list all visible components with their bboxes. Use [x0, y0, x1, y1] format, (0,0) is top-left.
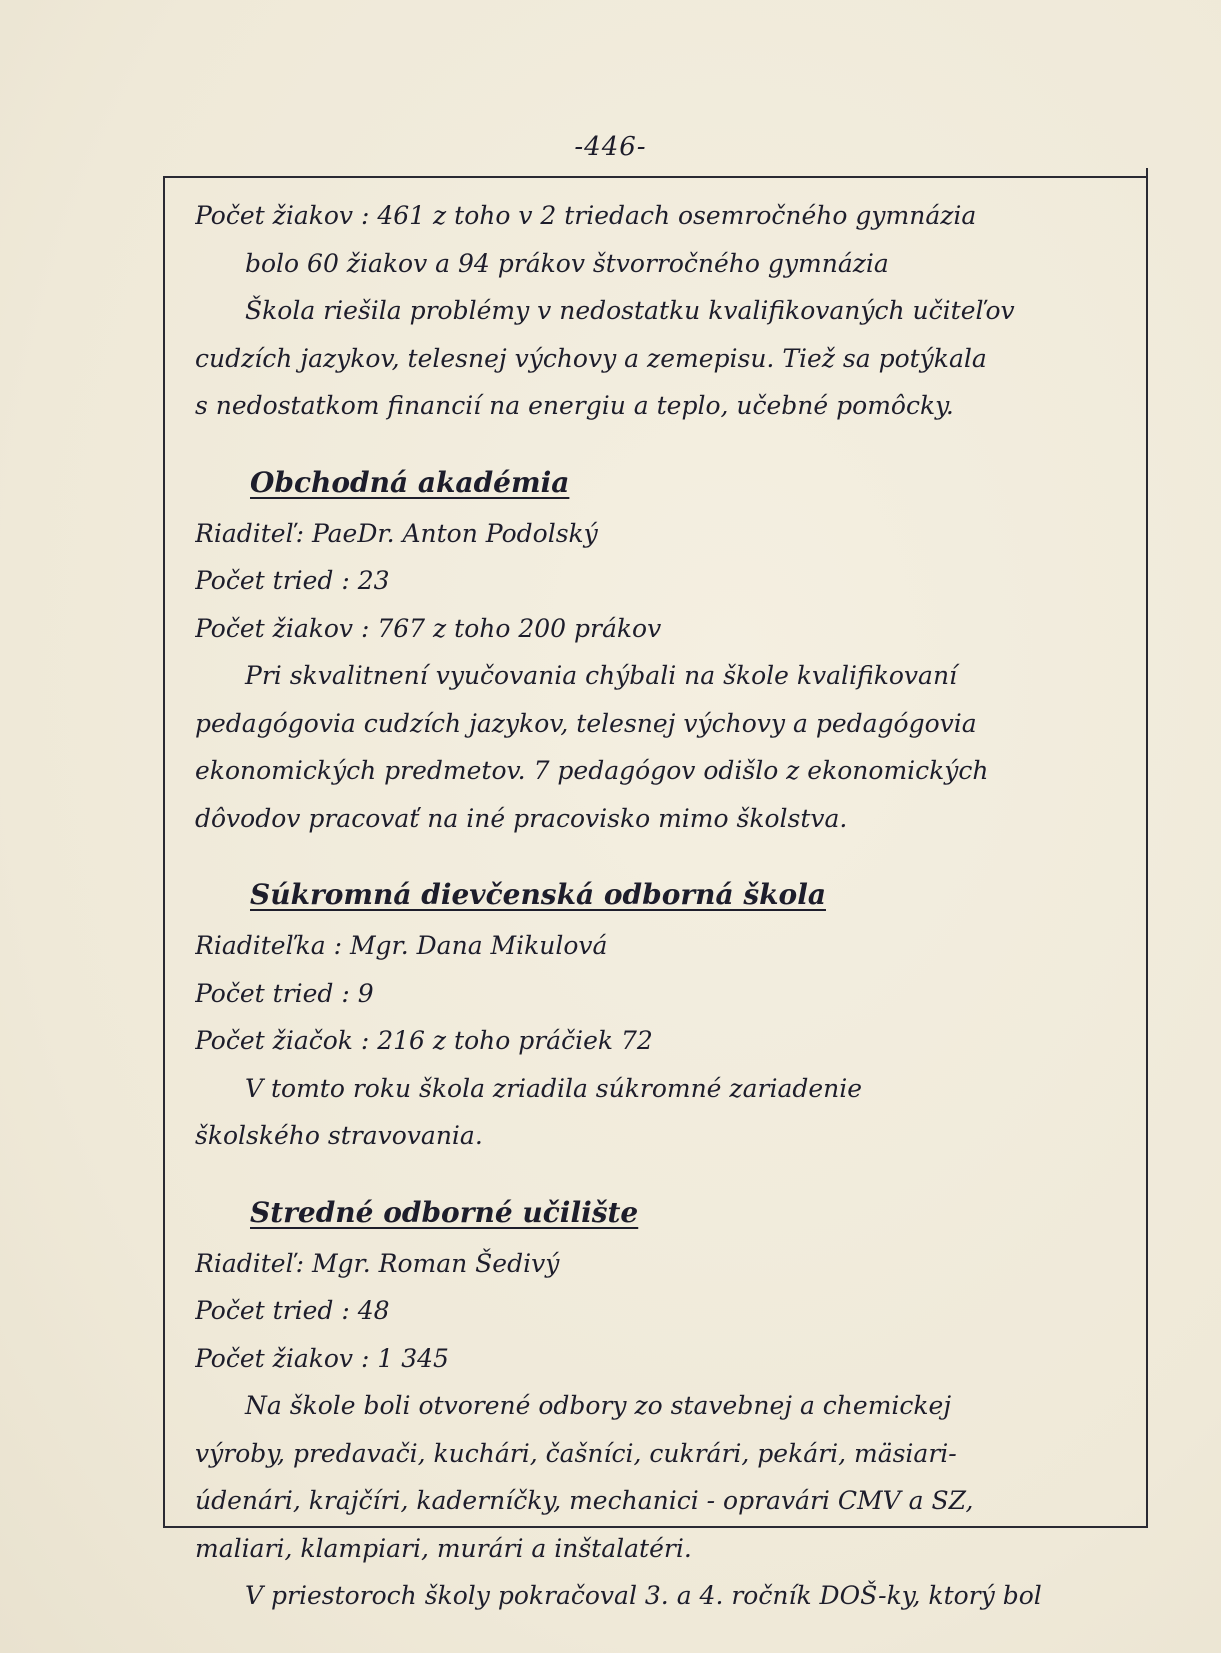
- section-gap: [195, 1160, 1125, 1178]
- section-heading: Stredné odborné učilište: [250, 1195, 639, 1229]
- text-line: Riaditeľ: Mgr. Roman Šedivý: [195, 1248, 560, 1278]
- section-heading: Obchodná akadémia: [250, 465, 570, 499]
- text-line: dôvodov pracovať na iné pracovisko mimo školstva.: [195, 803, 848, 833]
- text-line: Na škole boli otvorené odbory zo stavebnej a chemickej: [245, 1391, 952, 1420]
- text-line: Riaditeľka : Mgr. Dana Mikulová: [195, 931, 608, 960]
- text-line: Počet žiakov : 1 345: [195, 1343, 449, 1373]
- frame-corner-mark: [1146, 168, 1148, 180]
- text-line: Škola riešila problémy v nedostatku kvalifikovaných učiteľov: [245, 296, 1015, 325]
- text-line: V priestoroch školy pokračoval 3. a 4. ročník DOŠ-ky, ktorý bol: [245, 1581, 1042, 1610]
- text-line: V tomto roku škola zriadila súkromné zariadenie: [245, 1073, 863, 1103]
- section-gap: [195, 842, 1125, 860]
- text-line: Pri skvalitnení vyučovania chýbali na škole kvalifikovaní: [245, 661, 958, 690]
- section-heading: Súkromná dievčenská odborná škola: [250, 878, 826, 911]
- text-line: Riaditeľ: PaeDr. Anton Podolský: [195, 518, 598, 548]
- text-line: Počet žiakov : 461 z toho v 2 triedach osemročného gymnázia: [195, 201, 977, 230]
- text-line: Počet žiačok : 216 z toho práčiek 72: [195, 1026, 653, 1055]
- text-line: pedagógovia cudzích jazykov, telesnej výchovy a pedagógovia: [195, 708, 977, 738]
- text-line: Počet tried : 23: [195, 566, 390, 595]
- page-number: -446-: [574, 132, 647, 162]
- text-line: bolo 60 žiakov a 94 prákov štvorročného gymnázia: [245, 248, 889, 278]
- text-line: Počet žiakov : 767 z toho 200 prákov: [195, 613, 662, 643]
- text-line: výroby, predavači, kuchári, čašníci, cukrári, pekári, mäsiari-: [195, 1438, 957, 1468]
- text-line: maliari, klampiari, murári a inštalatéri.: [195, 1533, 692, 1563]
- section-gap: [195, 430, 1125, 448]
- page-content: [195, 192, 1125, 1620]
- text-line: cudzích jazykov, telesnej výchovy a zemepisu. Tiež sa potýkala: [195, 343, 987, 373]
- text-line: Počet tried : 48: [195, 1296, 390, 1325]
- text-line: s nedostatkom financií na energiu a teplo, učebné pomôcky.: [195, 391, 954, 420]
- text-line: ekonomických predmetov. 7 pedagógov odišlo z ekonomických: [195, 756, 989, 785]
- text-line: Počet tried : 9: [195, 978, 374, 1008]
- text-line: údenári, krajčíri, kaderníčky, mechanici - opravári CMV a SZ,: [195, 1486, 974, 1515]
- text-line: školského stravovania.: [195, 1121, 483, 1150]
